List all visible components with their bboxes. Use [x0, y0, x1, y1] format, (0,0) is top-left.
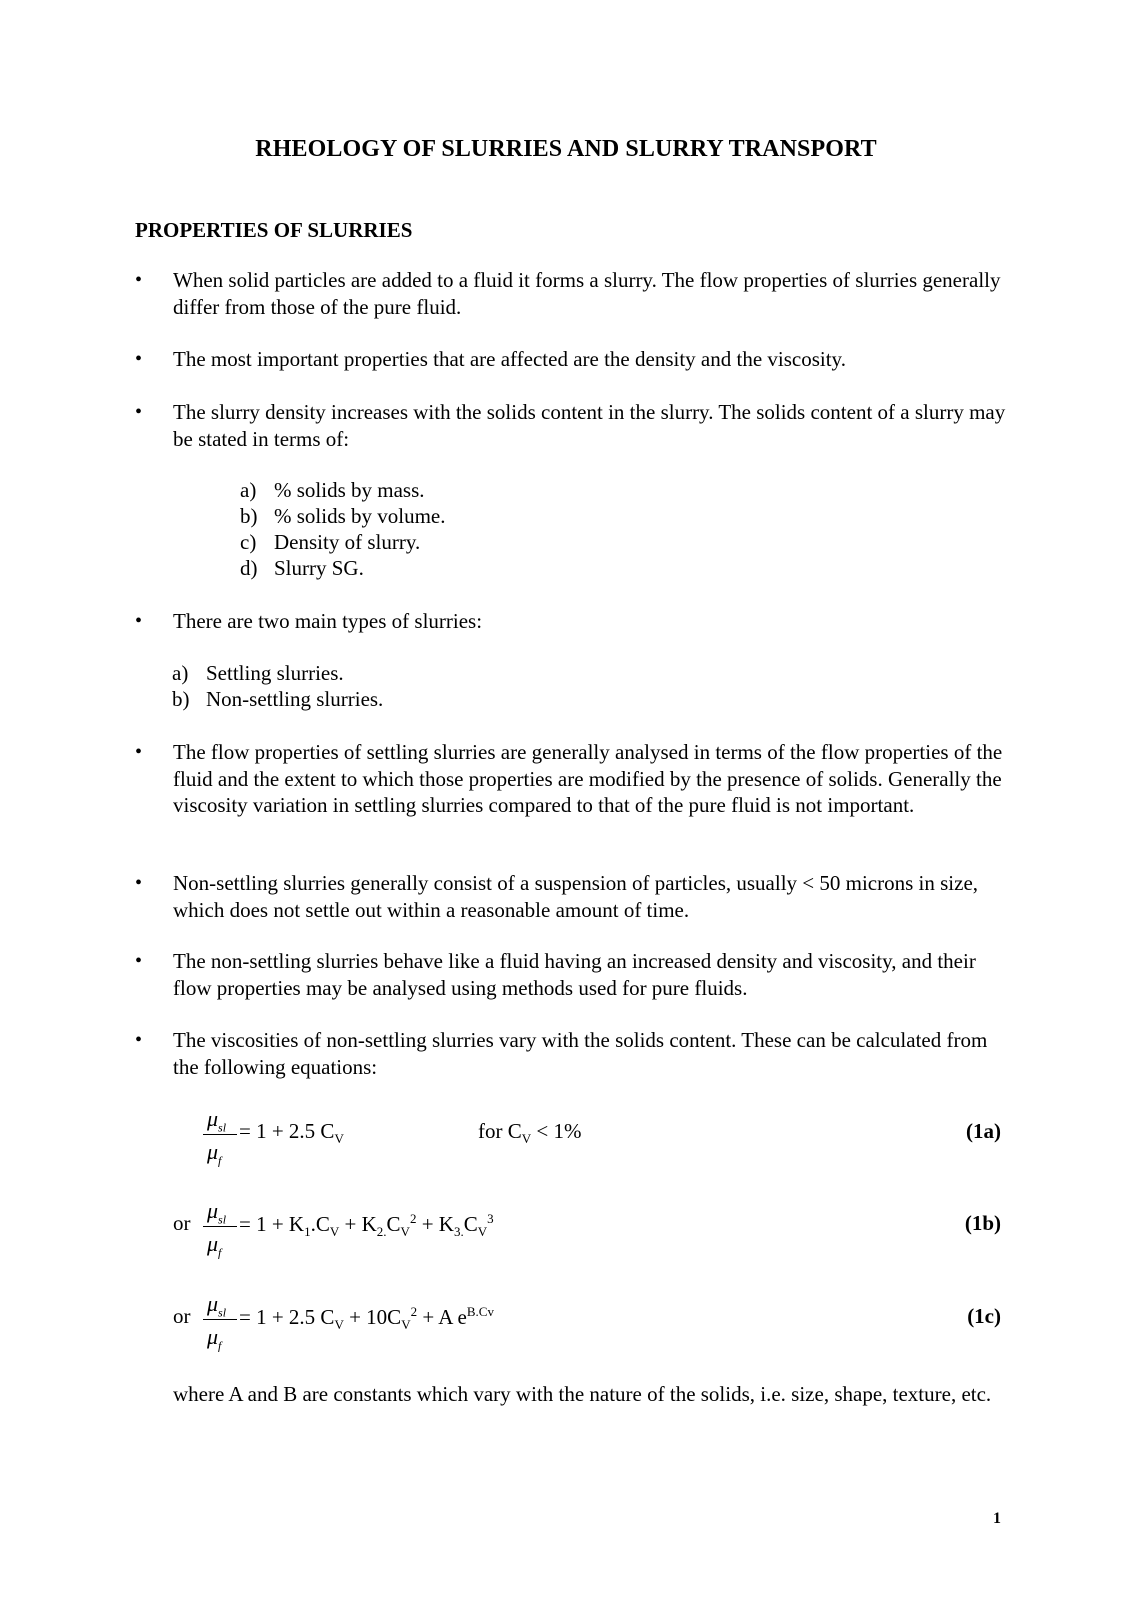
paragraph-5: The flow properties of settling slurries are generally analysed in terms of the flow properties of the fluid and the extent to which those properties are modified by the presence of solids. Generally the viscosity variation in settling slurries compared to that of the pure fluid is not important. [173, 740, 1003, 817]
list-item: a) Settling slurries. [172, 661, 344, 685]
bullet-icon: • [135, 950, 143, 972]
bullet-icon: • [135, 348, 143, 370]
equation-rhs: = 1 + 2.5 $C_V$ [239, 1119, 344, 1147]
equation-1a: $\mu_{sl}$ $\mu_f$ = 1 + 2.5 $C_V$ for $C_V < 1\%$ (1a) [173, 1106, 1001, 1166]
list-item: c) Density of slurry. [240, 530, 421, 554]
closing-paragraph: where A and B are constants which vary with the nature of the solids, i.e. size, shape, texture, etc. [173, 1382, 992, 1406]
paragraph-7: The non-settling slurries behave like a fluid having an increased density and viscosity, and their flow properties may be analysed using methods used for pure fluids. [173, 949, 976, 1000]
equation-number: (1a) [966, 1119, 1001, 1143]
list-item: b) Non-settling slurries. [172, 687, 384, 711]
equation-rhs: = 1 + 2.5 $C_V + 10C_V^2 + A$ $e^{B.Cv}$ [239, 1304, 494, 1333]
bullet-icon: • [135, 269, 143, 291]
bullet-icon: • [135, 401, 143, 423]
list-item: b) % solids by volume. [240, 504, 446, 528]
equation-rhs: = $1 + K_1.C_V + K_{2.}C_V^2 + K_{3.}C_V^3$ [239, 1211, 494, 1240]
bullet-icon: • [135, 741, 143, 763]
equation-1b: or $\mu_{sl}$ $\mu_f$ = $1 + K_1.C_V + K_{2.}C_V^2 + K_{3.}C_V^3$ (1b) [173, 1198, 1001, 1260]
paragraph-6: Non-settling slurries generally consist of a suspension of particles, usually < 50 microns in size, which does not settle out within a reasonable amount of time. [173, 871, 979, 922]
bullet-icon: • [135, 872, 143, 894]
equation-number: (1b) [964, 1211, 1001, 1235]
paragraph-8: The viscosities of non-settling slurries vary with the solids content. These can be calculated from the following equations: [173, 1028, 988, 1079]
equation-1c: or $\mu_{sl}$ $\mu_f$ = 1 + 2.5 $C_V + 10C_V^2 + A$ $e^{B.Cv}$ (1c) [173, 1291, 1001, 1353]
paragraph-2: The most important properties that are affected are the density and the viscosity. [173, 347, 846, 371]
bullet-icon: • [135, 1029, 143, 1051]
list-item: d) Slurry SG. [240, 556, 364, 580]
equation-condition: for $C_V < 1\%$ [478, 1119, 582, 1147]
paragraph-1: When solid particles are added to a fluid it forms a slurry. The flow properties of slurries generally differ from those of the pure fluid. [173, 268, 1001, 319]
section-heading: PROPERTIES OF SLURRIES [135, 218, 413, 242]
paragraph-4: There are two main types of slurries: [173, 609, 483, 633]
bullet-icon: • [135, 610, 143, 632]
paragraph-3: The slurry density increases with the solids content in the slurry. The solids content of a slurry may be stated in terms of: [173, 400, 1006, 451]
page-number: 1 [993, 1510, 1001, 1527]
or-word: or [173, 1304, 191, 1328]
document-title: RHEOLOGY OF SLURRIES AND SLURRY TRANSPORT [255, 136, 877, 162]
list-item: a) % solids by mass. [240, 478, 425, 502]
equation-number: (1c) [967, 1304, 1001, 1328]
or-word: or [173, 1211, 191, 1235]
